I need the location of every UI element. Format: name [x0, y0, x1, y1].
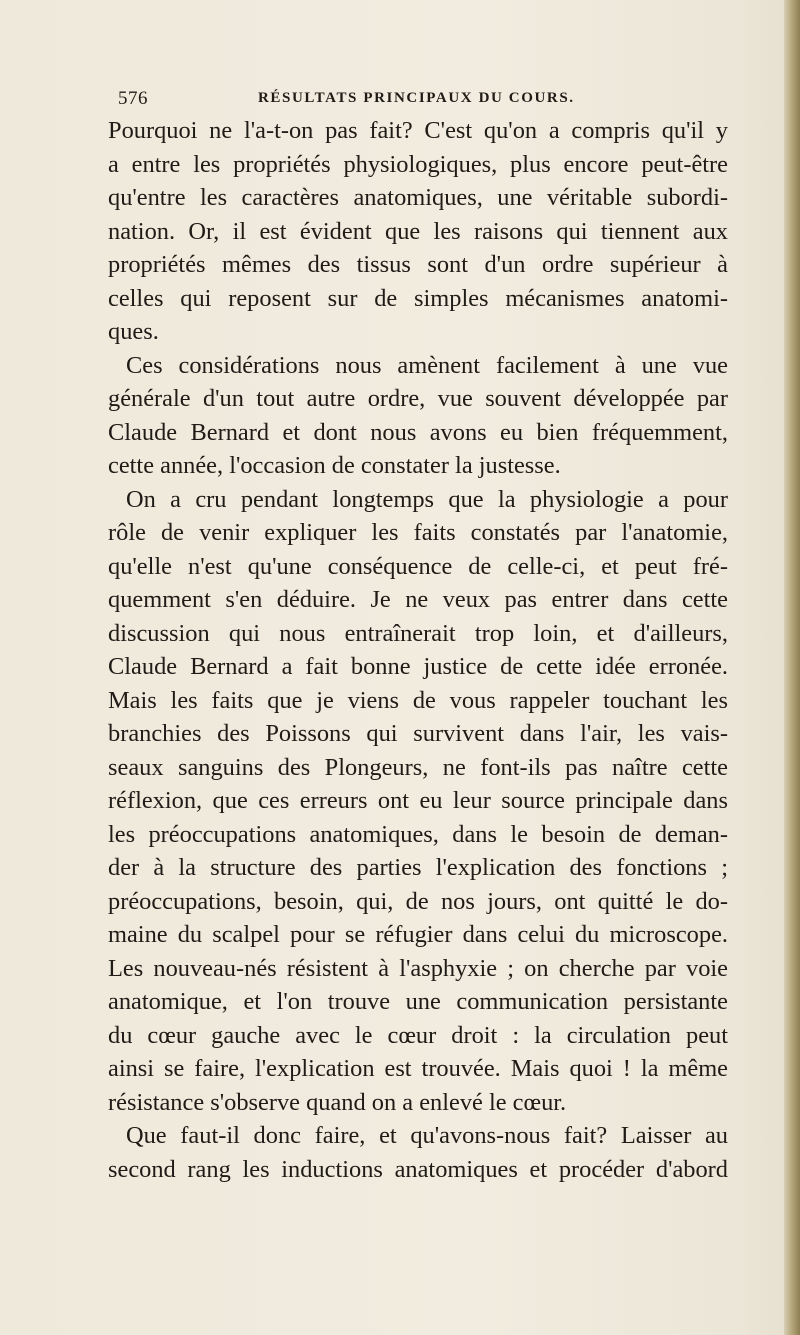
- text-line: anatomique, et l'on trouve une communication persistante: [108, 988, 728, 1015]
- text-line: maine du scalpel pour se réfugier dans celui du microscope.: [108, 921, 728, 948]
- text-line: On a cru pendant longtemps que la physiologie a pour: [126, 485, 728, 513]
- text-line: ainsi se faire, l'explication est trouvée. Mais quoi ! la même: [108, 1055, 728, 1082]
- text-line: qu'elle n'est qu'une conséquence de celle-ci, et peut fré-: [108, 552, 728, 580]
- text-line: qu'entre les caractères anatomiques, une véritable subordi-: [108, 184, 728, 211]
- text-line: ques.: [108, 318, 159, 345]
- text-line: Claude Bernard et dont nous avons eu bien fréquemment,: [108, 418, 728, 446]
- text-line: Mais les faits que je viens de vous rappeler touchant les: [108, 686, 728, 714]
- text-line: propriétés mêmes des tissus sont d'un ordre supérieur à: [108, 251, 728, 278]
- text-line: seaux sanguins des Plongeurs, ne font-ils pas naître cette: [108, 753, 728, 781]
- page-edge: [784, 0, 800, 1335]
- text-line: réflexion, que ces erreurs ont eu leur source principale dans: [108, 787, 728, 814]
- text-line: discussion qui nous entraînerait trop loin, et d'ailleurs,: [108, 619, 728, 647]
- text-line: Que faut-il donc faire, et qu'avons-nous fait? Laisser au: [126, 1122, 728, 1149]
- text-line: cette année, l'occasion de constater la justesse.: [108, 452, 561, 479]
- text-line: du cœur gauche avec le cœur droit : la circulation peut: [108, 1021, 728, 1049]
- text-line: nation. Or, il est évident que les raisons qui tiennent aux: [108, 217, 728, 245]
- text-line: les préoccupations anatomiques, dans le besoin de deman-: [108, 820, 728, 848]
- text-line: der à la structure des parties l'explication des fonctions ;: [108, 854, 728, 881]
- text-line: résistance s'observe quand on a enlevé le cœur.: [108, 1088, 567, 1116]
- text-line: préoccupations, besoin, qui, de nos jours, ont quitté le do-: [108, 887, 728, 915]
- text-line: celles qui reposent sur de simples mécanismes anatomi-: [108, 284, 728, 312]
- text-line: rôle de venir expliquer les faits constatés par l'anatomie,: [108, 519, 728, 546]
- text-line: Pourquoi ne l'a-t-on pas fait? C'est qu'on a compris qu'il y: [108, 117, 728, 144]
- text-line: a entre les propriétés physiologiques, plus encore peut-être: [108, 150, 728, 178]
- text-line: Claude Bernard a fait bonne justice de cette idée erronée.: [108, 653, 728, 680]
- text-line: Ces considérations nous amènent facilement à une vue: [126, 351, 728, 379]
- text-line: générale d'un tout autre ordre, vue souvent développée par: [108, 385, 728, 412]
- page-number: 576: [118, 88, 148, 109]
- text-line: quemment s'en déduire. Je ne veux pas entrer dans cette: [108, 586, 728, 613]
- text-line: second rang les inductions anatomiques et procéder d'abord: [108, 1155, 728, 1183]
- running-head: RÉSULTATS PRINCIPAUX DU COURS.: [258, 90, 575, 106]
- text-line: branchies des Poissons qui survivent dans l'air, les vais-: [108, 720, 728, 747]
- page-header: [118, 88, 718, 116]
- body-text: [108, 114, 728, 1186]
- text-line: Les nouveau-nés résistent à l'asphyxie ; on cherche par voie: [108, 954, 728, 982]
